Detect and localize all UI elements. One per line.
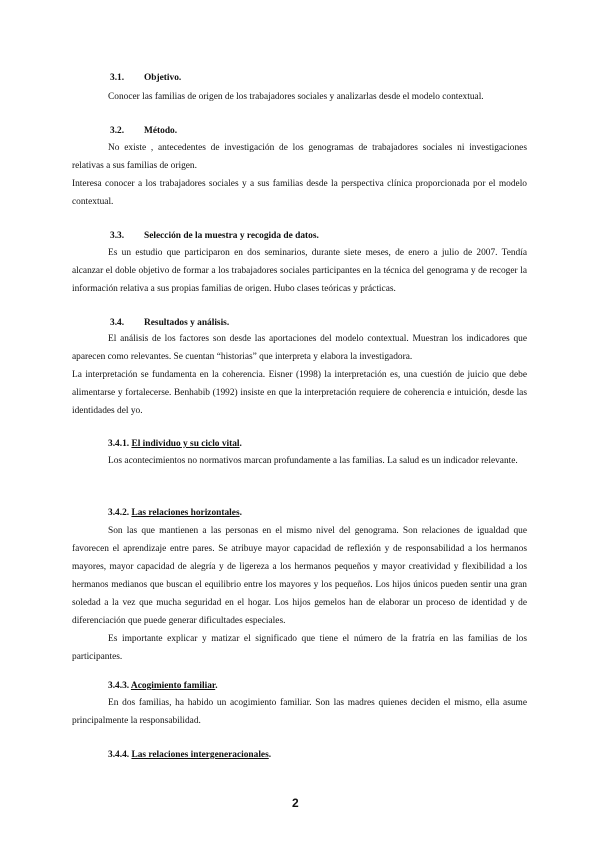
section-title: Objetivo (144, 73, 179, 83)
section-number: 3.1. (110, 73, 125, 83)
section-3-4-2-heading: 3.4.2. Las relaciones horizontales. (108, 508, 242, 518)
section-3-1-body (72, 88, 527, 106)
section-3-2-body (72, 139, 527, 211)
section-3-2-heading: 3.2. Método. (110, 122, 177, 140)
section-number: 3.4.4. (108, 750, 130, 760)
section-3-4-3-heading: 3.4.3. Acogimiento familiar. (108, 681, 218, 691)
section-3-4-body (72, 330, 527, 420)
paragraph: Son las que mantienen a las personas en el mismo nivel del genograma. Son relaciones de igualdad que favorecen el aprendizaje entre pares. Se atribuye mayor capacidad de reflexión y de responsabilidad a los hermanos mayores, mayor capacidad de alegría y de ligereza a los hermanos pequeños y mayor creatividad y flexibilidad a los hermanos medianos que buscan el equilibrio entre los mayores y los pequeños. Los hijos únicos pueden sentir una gran soledad a la vez que mucha seguridad en el hogar. Los hijos gemelos han de elaborar un proceso de identidad y de diferenciación que puede generar dificultades especiales. (72, 526, 527, 626)
section-title: Las relaciones intergeneracionales (131, 750, 269, 760)
section-3-4-2-body (72, 522, 527, 666)
section-title: Resultados y análisis (144, 318, 227, 328)
section-3-4-4-heading: 3.4.4. Las relaciones intergeneracionales. (108, 750, 272, 760)
section-title: Acogimiento familiar (130, 681, 216, 691)
section-number: 3.4.3. (108, 681, 130, 691)
paragraph: No existe , antecedentes de investigación de los genogramas de trabajadores sociales ni investigaciones relativas a sus familias de origen. (72, 143, 527, 171)
section-number: 3.4.1. (108, 439, 130, 449)
section-3-1-heading: 3.1. Objetivo. (110, 69, 181, 87)
page-number: 2 (292, 796, 299, 810)
section-3-4-1-body (72, 452, 527, 470)
paragraph: El análisis de los factores son desde las aportaciones del modelo contextual. Muestran los indicadores que aparecen como relevantes. Se cuentan “historias” que interpreta y elabora la investigadora. (72, 334, 527, 362)
section-3-4-heading: 3.4. Resultados y análisis. (110, 314, 229, 332)
section-3-4-1-heading: 3.4.1. El individuo y su ciclo vital. (108, 439, 242, 449)
section-number: 3.4. (110, 318, 125, 328)
paragraph: Interesa conocer a los trabajadores sociales y a sus familias desde la perspectiva clínica proporcionada por el modelo contextual. (72, 179, 527, 207)
section-3-3-body (72, 244, 527, 298)
section-3-4-3-body (72, 694, 527, 730)
paragraph: Los acontecimientos no normativos marcan profundamente a las familias. La salud es un indicador relevante. (108, 456, 518, 466)
paragraph: En dos familias, ha habido un acogimiento familiar. Son las madres quienes deciden el mismo, ella asume principalmente la responsabilidad. (72, 698, 527, 726)
paragraph: Es un estudio que participaron en dos seminarios, durante siete meses, de enero a julio de 2007. Tendía alcanzar el doble objetivo de formar a los trabajadores sociales participantes en la técnica del genograma y de recoger la información relativa a sus propias familias de origen. Hubo clases teóricas y prácticas. (72, 248, 527, 294)
section-number: 3.2. (110, 126, 125, 136)
paragraph: La interpretación se fundamenta en la coherencia. Eisner (1998) la interpretación es, una cuestión de juicio que debe alimentarse y fortalecerse. Benhabib (1992) insiste en que la interpretación requiere de coherencia e intuición, desde las identidades del yo. (72, 370, 527, 416)
section-title: Las relaciones horizontales (131, 508, 240, 518)
section-title: Selección de la muestra y recogida de datos (144, 231, 317, 241)
section-number: 3.4.2. (108, 508, 130, 518)
section-title: Método (144, 126, 175, 136)
section-number: 3.3. (110, 231, 125, 241)
paragraph: Conocer las familias de origen de los trabajadores sociales y analizarlas desde el modelo contextual. (108, 92, 484, 102)
paragraph: Es importante explicar y matizar el significado que tiene el número de la fratría en las familias de los participantes. (72, 634, 527, 662)
section-3-3-heading: 3.3. Selección de la muestra y recogida de datos. (110, 227, 319, 245)
section-title: El individuo y su ciclo vital (131, 439, 240, 449)
